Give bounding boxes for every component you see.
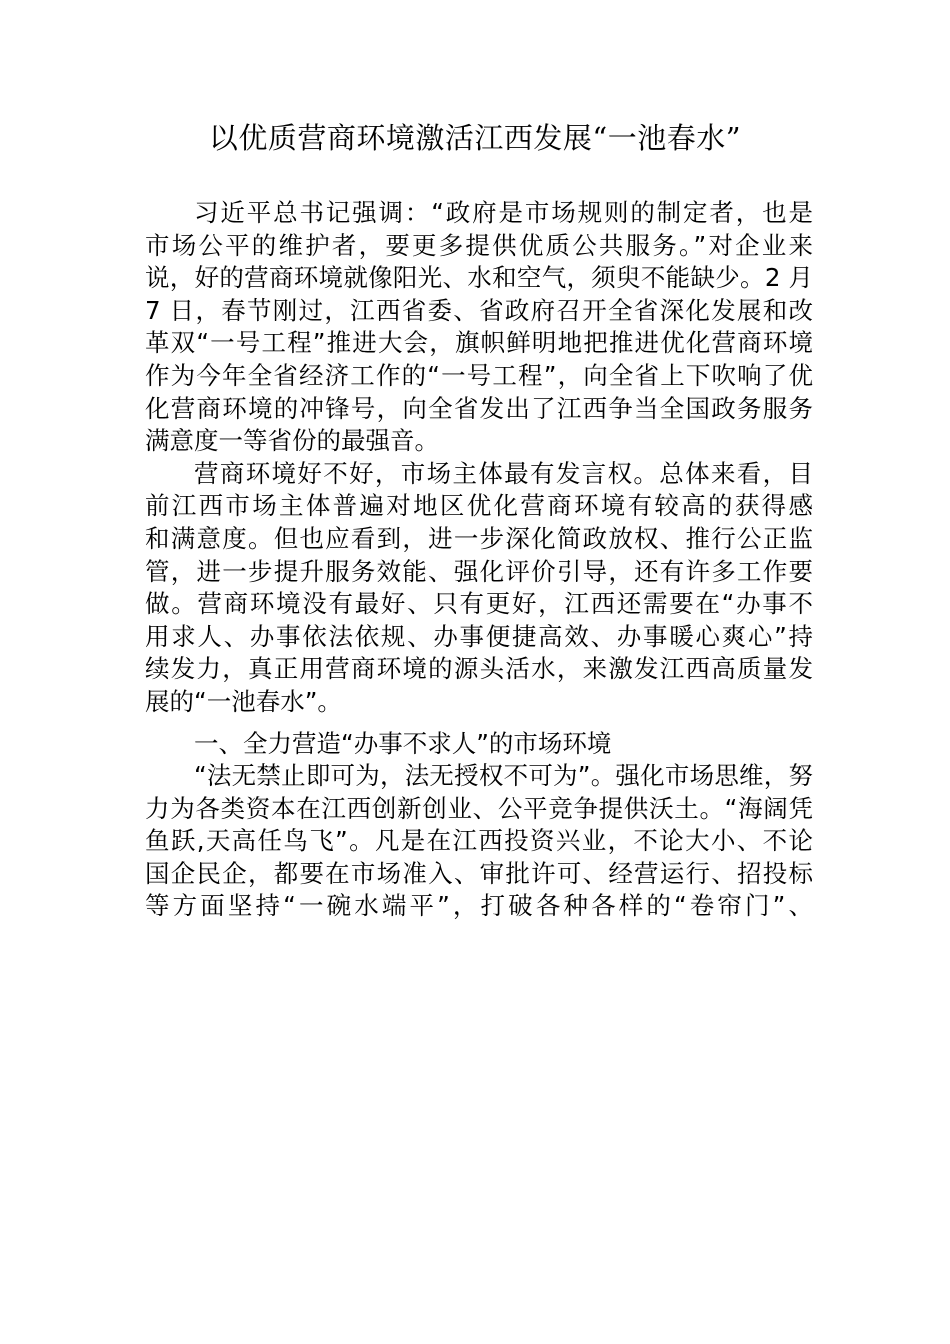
paragraph-line: 和满意度。但也应看到，进一步深化简政放权、推行公正监 (145, 523, 813, 553)
paragraph-line: 管，进一步提升服务效能、强化评价引导，还有许多工作要 (145, 556, 813, 586)
paragraph-line: 前江西市场主体普遍对地区优化营商环境有较高的获得感 (145, 491, 813, 521)
paragraph-line: 化营商环境的冲锋号，向全省发出了江西争当全国政务服务 (145, 393, 813, 423)
section-paragraph (145, 760, 813, 923)
paragraph-line: 用求人、办事依法依规、办事便捷高效、办事暖心爽心”持 (145, 621, 813, 651)
paragraph-line: 满意度一等省份的最强音。 (145, 426, 439, 456)
paragraph-line: 等方面坚持“一碗水端平”，打破各种各样的“卷帘门”、 (145, 891, 813, 921)
paragraph-line: 7 日，春节刚过，江西省委、省政府召开全省深化发展和改 (145, 295, 813, 325)
paragraph-line: 国企民企，都要在市场准入、审批许可、经营运行、招投标 (145, 858, 813, 888)
document-body (145, 197, 813, 923)
paragraph-line: 革双“一号工程”推进大会，旗帜鲜明地把推进优化营商环境 (145, 328, 813, 358)
paragraph-line: 力为各类资本在江西创新创业、公平竞争提供沃土。“海阔凭 (145, 793, 813, 823)
paragraph-line: 营商环境好不好，市场主体最有发言权。总体来看，目 (194, 458, 813, 488)
paragraph-line: “法无禁止即可为，法无授权不可为”。强化市场思维，努 (194, 761, 813, 791)
paragraph-line: 展的“一池春水”。 (145, 686, 342, 716)
paragraph-line: 续发力，真正用营商环境的源头活水，来激发江西高质量发 (145, 654, 813, 684)
document-title: 以优质营商环境激活江西发展“一池春水” (208, 121, 742, 155)
section-heading: 一、全力营造“办事不求人”的市场环境 (194, 728, 612, 758)
paragraph-line: 鱼跃,天高任鸟飞”。凡是在江西投资兴业，不论大小、不论 (145, 826, 813, 856)
paragraph-line: 做。营商环境没有最好、只有更好，江西还需要在“办事不 (145, 589, 813, 619)
paragraph-line: 说，好的营商环境就像阳光、水和空气，须臾不能缺少。2 月 (145, 263, 813, 293)
paragraph-line: 习近平总书记强调：“政府是市场规则的制定者，也是 (194, 198, 813, 227)
paragraph-2 (145, 458, 813, 719)
paragraph-line: 市场公平的维护者，要更多提供优质公共服务。”对企业来 (145, 230, 813, 260)
paragraph-line: 作为今年全省经济工作的“一号工程”，向全省上下吹响了优 (145, 360, 813, 390)
paragraph-1 (145, 197, 813, 458)
